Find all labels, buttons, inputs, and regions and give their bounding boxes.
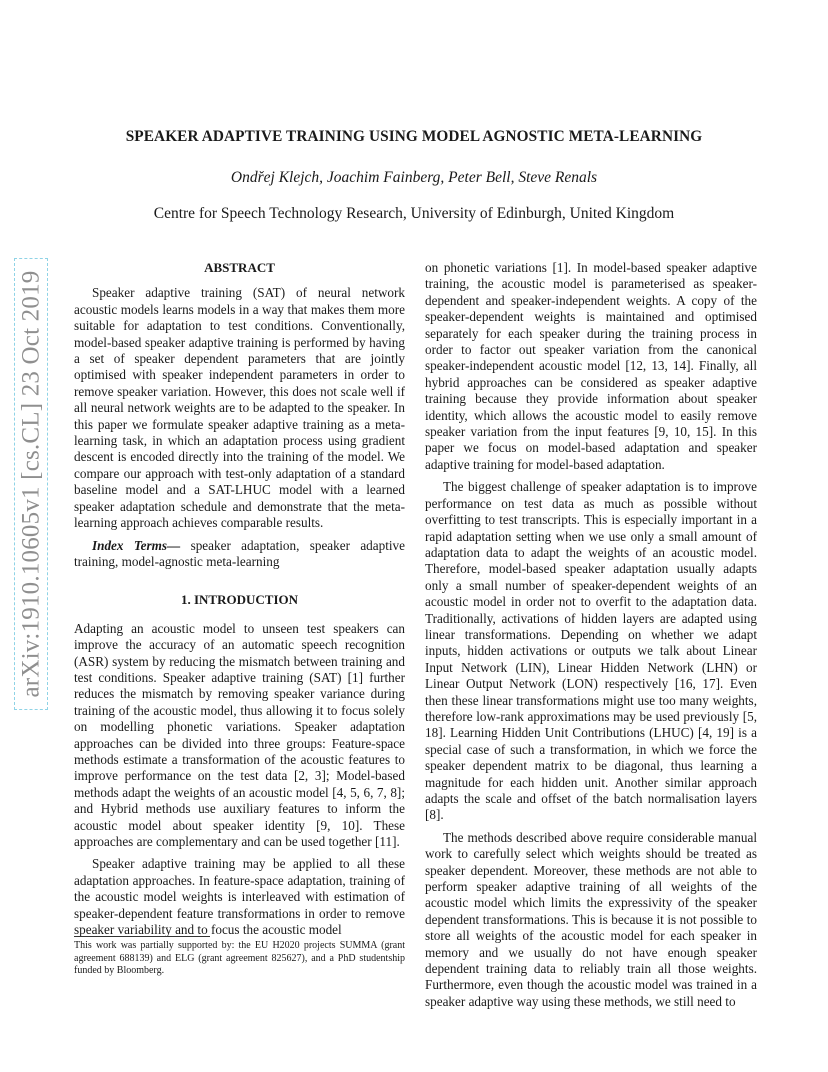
footnote-rule (74, 936, 210, 937)
arxiv-watermark (14, 258, 48, 710)
index-terms-text: speaker adaptation, speaker adaptive training, model-agnostic meta-learning (74, 537, 405, 569)
arxiv-id: arXiv:1910.10605v1 [cs.CL] 23 Oct 2019 (17, 270, 44, 698)
index-terms-label: Index Terms— (92, 537, 181, 553)
introduction-heading: 1. INTRODUCTION (180, 592, 298, 608)
index-terms (74, 538, 405, 571)
right-paragraph-2: The biggest challenge of speaker adaptation is to improve performance on test data as much as possible without overfitting to test transcripts. This is especially important in a rapid adaptation setting when we use only a small amount of adaptation data to adapt the weights of an acoustic model. Therefore, model-based speaker adaptation usually adapts only a small number of speaker-dependent weights of an acoustic model in order not to overfit to the adaptation data. Traditionally, activations of hidden layers are adapted using linear transformations. Depending on whether we adapt inputs, hidden activations or outputs we talk about Linear Input Network (LIN), Linear Hidden Network (LHN) or Linear Output Network (LON) respectively [16, 17]. Even then these linear transformations might use too many weights, therefore low-rank approximations may be used previously [5, 18]. Learning Hidden Unit Contributions (LHUC) [4, 19] is a special case of such a transformation, in which we force the speaker dependent matrix to be diagonal, thus learning a magnitude for each hidden unit. Another similar approach adapts the scale and offset of the batch normalisation layers [8]. (425, 479, 757, 823)
right-paragraph-3: The methods described above require considerable manual work to carefully select which weights should be treated as speaker dependent. Moreover, these methods are not able to perform speaker adaptive training of all weights of the acoustic model which limits the expressivity of the speaker dependent transformations. This is because it is not possible to store all weights of the acoustic model for each speaker in memory and we usually do not have enough speaker dependent training data to reliably train all those weights. Furthermore, even though the acoustic model was trained in a speaker adaptive way using these methods, we still need to (425, 829, 757, 1009)
paper-authors: Ondřej Klejch, Joachim Fainberg, Peter Bell, Steve Renals (230, 169, 598, 186)
right-column (425, 260, 757, 1010)
paper-title: SPEAKER ADAPTIVE TRAINING USING MODEL AGNOSTIC META-LEARNING (125, 128, 703, 145)
paper-affiliation: Centre for Speech Technology Research, University of Edinburgh, United Kingdom (153, 205, 675, 222)
left-column (74, 260, 405, 938)
footnote: This work was partially supported by: the EU H2020 projects SUMMA (grant agreement 688139) and ELG (grant agreement 825627), and a PhD studentship funded by Bloomberg. (74, 940, 405, 977)
abstract-heading: ABSTRACT (204, 260, 275, 275)
intro-paragraph-2: Speaker adaptive training may be applied to all these adaptation approaches. In feature-space adaptation, training of the acoustic model weights is interleaved with estimation of speaker-dependent feature transformations in order to remove speaker variability and to focus the acoustic model (74, 856, 405, 938)
abstract-text: Speaker adaptive training (SAT) of neural network acoustic models learns models in a way that makes them more suitable for adaptation to test conditions. Conventionally, model-based speaker adaptive training is performed by having a set of speaker dependent parameters that are jointly optimised with speaker independent parameters in order to remove speaker variation. However, this does not scale well if all neural network weights are to be adapted to the speaker. In this paper we formulate speaker adaptive training as a meta-learning task, in which an adaptation process using gradient descent is encoded directly into the training of the model. We compare our approach with test-only adaptation of a standard baseline model and a SAT-LHUC model with a learned speaker adaptation schedule and demonstrate that the meta-learning approach achieves comparable results. (74, 285, 405, 531)
right-paragraph-1: on phonetic variations [1]. In model-based speaker adaptive training, the acoustic model is parameterised as speaker-dependent and speaker-independent weights. A copy of the speaker-dependent weights is maintained and optimised separately for each speaker during the training process in order to factor out speaker variation from the canonical speaker-independent acoustic model [12, 13, 14]. Finally, all hybrid approaches can be considered as speaker adaptive training because they provide information about speaker identity, which allows the acoustic model to easily remove speaker variation from the input features [9, 10, 15]. In this paper we focus on model-based adaptation and speaker adaptive training for model-based adaptation. (425, 260, 757, 472)
intro-paragraph-1: Adapting an acoustic model to unseen test speakers can improve the accuracy of an automatic speech recognition (ASR) system by reducing the mismatch between training and test conditions. Speaker adaptive training (SAT) [1] further reduces the mismatch by removing speaker variance during training of the acoustic model, thus allowing it to focus solely on modelling phonetic variations. Speaker adaptation approaches can be divided into three groups: Feature-space methods estimate a transformation of the acoustic features to improve performance on the test data [2, 3]; Model-based methods adapt the weights of an acoustic model [4, 5, 6, 7, 8]; and Hybrid methods use auxiliary features to inform the acoustic model about speaker identity [9, 10]. These approaches are complementary and can be used together [11]. (74, 620, 405, 849)
